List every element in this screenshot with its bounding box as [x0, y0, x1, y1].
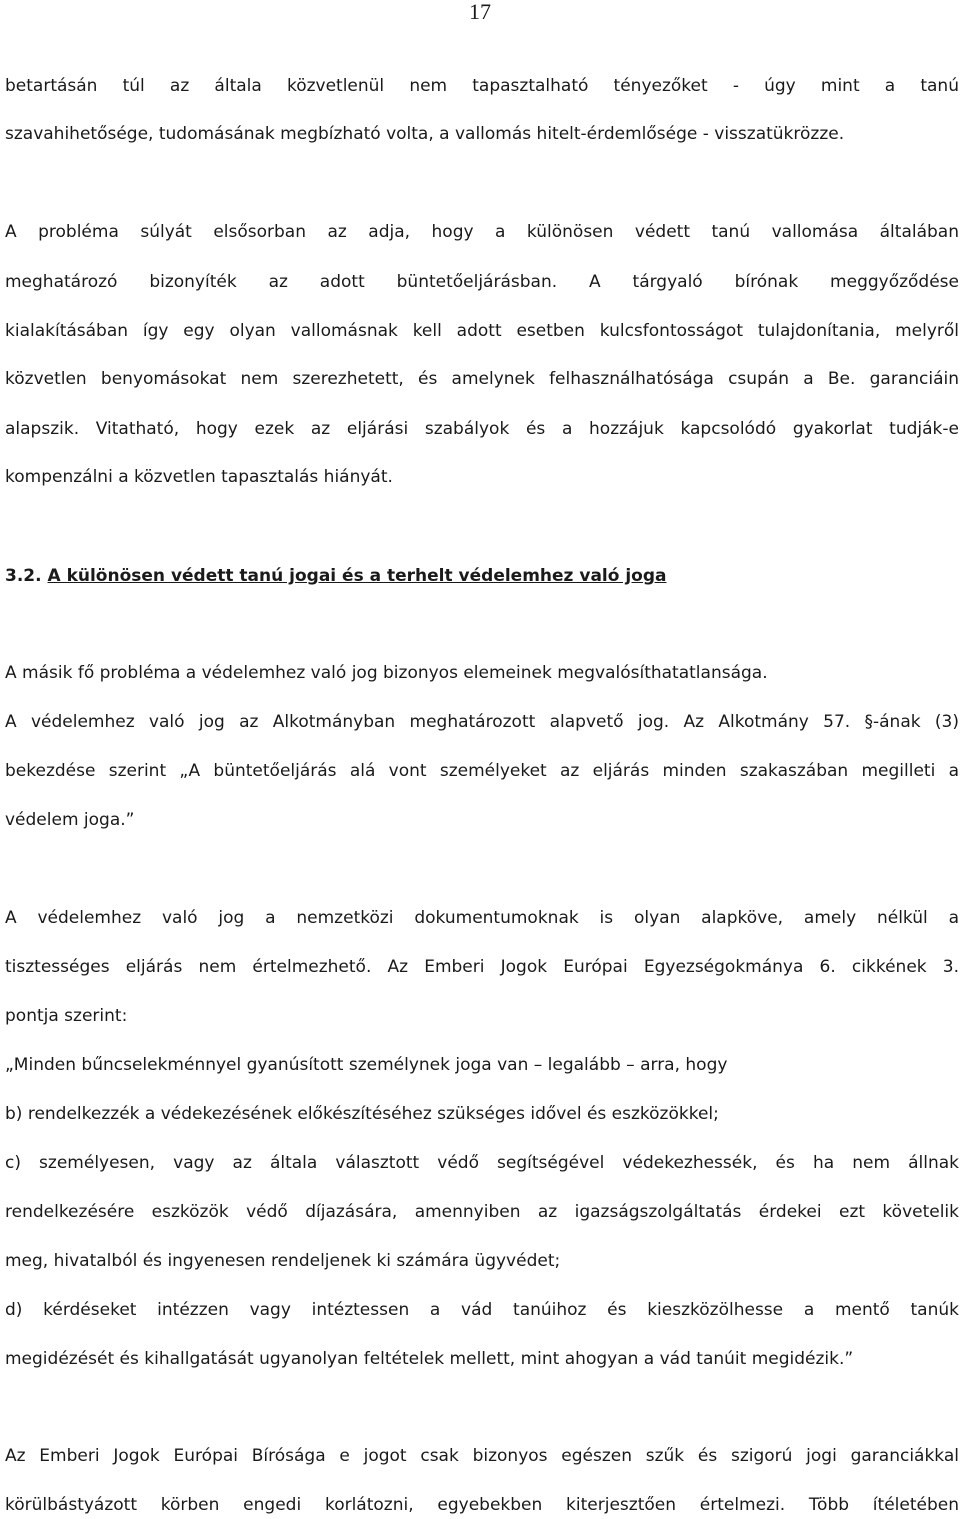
paragraph-3-line-3: bekezdése szerint „A büntetőeljárás alá vont személyeket az eljárás minden szakaszában megilleti a	[5, 761, 959, 781]
paragraph-3-line-4: védelem joga.”	[5, 810, 135, 830]
quote-line-d-1: d) kérdéseket intézzen vagy intéztessen a vád tanúihoz és kieszközölhesse a mentő tanúk	[5, 1300, 959, 1320]
paragraph-3-line-1: A másik fő probléma a védelemhez való jog bizonyos elemeinek megvalósíthatatlansága.	[5, 663, 768, 683]
quote-line-c-1: c) személyesen, vagy az általa választott védő segítségével védekezhessék, és ha nem állnak	[5, 1153, 959, 1173]
paragraph-4-line-3: pontja szerint:	[5, 1006, 128, 1026]
paragraph-5-line-2: körülbástyázott körben engedi korlátozni, egyebekben kiterjesztően értelmezi. Több ítéletében	[5, 1495, 959, 1515]
quote-line-d-2: megidézését és kihallgatását ugyanolyan feltételek mellett, mint ahogyan a vád tanúit megidézik.”	[5, 1349, 854, 1369]
paragraph-4-line-1: A védelemhez való jog a nemzetközi dokumentumoknak is olyan alapköve, amely nélkül a	[5, 908, 959, 928]
paragraph-2-line-5: alapszik. Vitatható, hogy ezek az eljárási szabályok és a hozzájuk kapcsolódó gyakorlat tudják-e	[5, 419, 959, 439]
paragraph-1-line-2: szavahihetősége, tudomásának megbízható volta, a vallomás hitelt-érdemlősége - visszatükrözze.	[5, 124, 845, 144]
section-number: 3.2.	[5, 566, 42, 586]
section-title: A különösen védett tanú jogai és a terhelt védelemhez való joga	[47, 566, 667, 586]
paragraph-4-line-2: tisztességes eljárás nem értelmezhető. Az Emberi Jogok Európai Egyezségokmánya 6. cikkének 3.	[5, 957, 959, 977]
paragraph-2-line-3: kialakításában így egy olyan vallomásnak kell adott esetben kulcsfontosságot tulajdonítania, melyről	[5, 321, 959, 341]
section-heading	[5, 565, 959, 587]
quote-line-1: „Minden bűncselekménnyel gyanúsított személynek joga van – legalább – arra, hogy	[5, 1055, 728, 1075]
paragraph-2-line-6: kompenzálni a közvetlen tapasztalás hiányát.	[5, 467, 393, 487]
paragraph-2-line-2: meghatározó bizonyíték az adott büntetőeljárásban. A tárgyaló bírónak meggyőződése	[5, 272, 959, 292]
quote-line-b: b) rendelkezzék a védekezésének előkészítéséhez szükséges idővel és eszközökkel;	[5, 1104, 719, 1124]
paragraph-2-line-1: A probléma súlyát elsősorban az adja, hogy a különösen védett tanú vallomása általában	[5, 222, 959, 242]
paragraph-2-line-4: közvetlen benyomásokat nem szerezhetett, és amelynek felhasználhatósága csupán a Be. garanciáin	[5, 369, 959, 389]
paragraph-3-line-2: A védelemhez való jog az Alkotmányban meghatározott alapvető jog. Az Alkotmány 57. §-ának (3)	[5, 712, 959, 732]
paragraph-5-line-1: Az Emberi Jogok Európai Bírósága e jogot csak bizonyos egészen szűk és szigorú jogi garanciákkal	[5, 1446, 959, 1466]
quote-line-c-2: rendelkezésére eszközök védő díjazására, amennyiben az igazságszolgáltatás érdekei ezt követelik	[5, 1202, 959, 1222]
quote-line-c-3: meg, hivatalból és ingyenesen rendeljenek ki számára ügyvédet;	[5, 1251, 561, 1271]
page-number: 17	[469, 0, 491, 24]
paragraph-1-line-1: betartásán túl az általa közvetlenül nem tapasztalható tényezőket - úgy mint a tanú	[5, 76, 959, 96]
